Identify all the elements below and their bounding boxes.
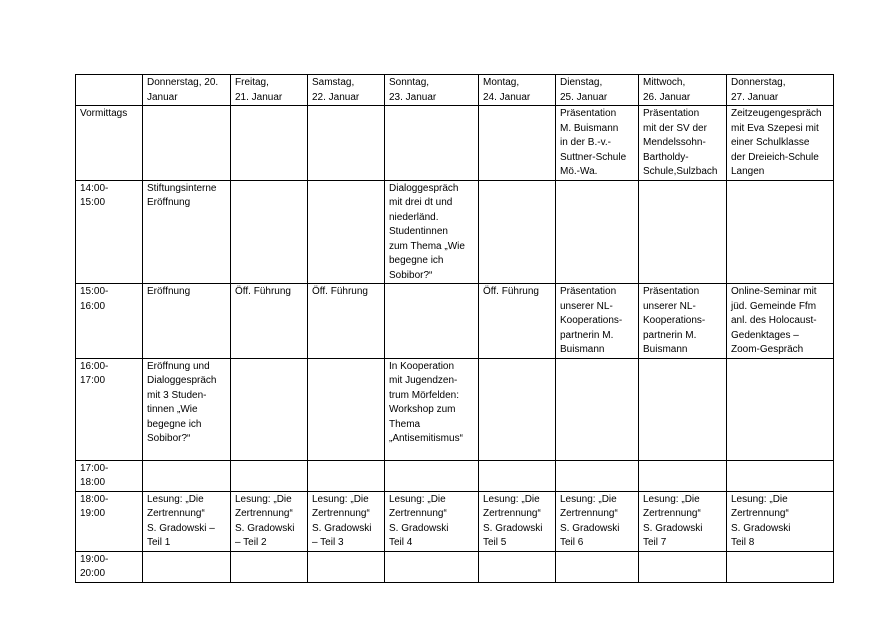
event-cell: Lesung: „Die Zertrennung“ S. Gradowski – Teil 1	[143, 491, 231, 551]
event-cell: Online-Seminar mit jüd. Gemeinde Ffm anl. des Holocaust- Gedenktages – Zoom-Gespräch	[727, 284, 834, 359]
event-cell	[727, 180, 834, 284]
event-cell	[385, 460, 479, 491]
event-cell: Lesung: „Die Zertrennung“ S. Gradowski Teil 8	[727, 491, 834, 551]
event-cell	[143, 460, 231, 491]
row-16-17	[76, 358, 834, 460]
event-cell	[639, 551, 727, 582]
event-cell	[727, 460, 834, 491]
event-cell	[639, 460, 727, 491]
event-cell: Lesung: „Die Zertrennung“ S. Gradowski Teil 4	[385, 491, 479, 551]
event-cell: In Kooperation mit Jugendzen- trum Mörfelden: Workshop zum Thema „Antisemitismus“	[385, 358, 479, 460]
event-cell	[308, 358, 385, 460]
event-cell: Präsentation M. Buismann in der B.-v.- Suttner-Schule Mö.-Wa.	[556, 106, 639, 181]
row-14-15	[76, 180, 834, 284]
time-slot-cell: 14:00- 15:00	[76, 180, 143, 284]
time-slot-cell: 17:00- 18:00	[76, 460, 143, 491]
event-cell	[308, 106, 385, 181]
time-slot-cell: 16:00- 17:00	[76, 358, 143, 460]
row-17-18	[76, 460, 834, 491]
time-slot-cell: Vormittags	[76, 106, 143, 181]
event-cell	[556, 551, 639, 582]
event-cell	[308, 460, 385, 491]
day-header-cell: Donnerstag, 20. Januar	[143, 75, 231, 106]
time-slot-cell: 19:00- 20:00	[76, 551, 143, 582]
time-slot-cell: 15:00- 16:00	[76, 284, 143, 359]
event-cell	[479, 358, 556, 460]
day-header-cell: Sonntag, 23. Januar	[385, 75, 479, 106]
row-vormittags	[76, 106, 834, 181]
time-slot-cell: 18:00- 19:00	[76, 491, 143, 551]
event-cell: Öff. Führung	[479, 284, 556, 359]
event-cell: Lesung: „Die Zertrennung“ S. Gradowski – Teil 3	[308, 491, 385, 551]
event-cell	[479, 180, 556, 284]
event-cell	[231, 358, 308, 460]
event-cell	[308, 180, 385, 284]
day-header-cell: Dienstag, 25. Januar	[556, 75, 639, 106]
event-cell	[231, 551, 308, 582]
day-header-cell: Freitag, 21. Januar	[231, 75, 308, 106]
event-cell	[385, 106, 479, 181]
row-19-20	[76, 551, 834, 582]
row-18-19	[76, 491, 834, 551]
event-cell: Lesung: „Die Zertrennung“ S. Gradowski – Teil 2	[231, 491, 308, 551]
event-cell	[727, 358, 834, 460]
header-row	[76, 75, 834, 106]
event-cell	[143, 551, 231, 582]
event-cell	[727, 551, 834, 582]
day-header-cell: Samstag, 22. Januar	[308, 75, 385, 106]
event-cell: Öff. Führung	[231, 284, 308, 359]
event-cell: Lesung: „Die Zertrennung“ S. Gradowski Teil 6	[556, 491, 639, 551]
event-cell: Eröffnung und Dialoggespräch mit 3 Studen- tinnen „Wie begegne ich Sobibor?“	[143, 358, 231, 460]
event-cell	[556, 358, 639, 460]
event-cell: Präsentation unserer NL- Kooperations- partnerin M. Buismann	[639, 284, 727, 359]
schedule-body	[76, 75, 834, 583]
event-cell	[556, 180, 639, 284]
event-cell	[231, 106, 308, 181]
event-cell	[385, 284, 479, 359]
header-corner-cell	[76, 75, 143, 106]
event-cell	[385, 551, 479, 582]
event-cell: Präsentation mit der SV der Mendelssohn- Bartholdy- Schule,Sulzbach	[639, 106, 727, 181]
day-header-cell: Donnerstag, 27. Januar	[727, 75, 834, 106]
event-cell: Lesung: „Die Zertrennung“ S. Gradowski Teil 5	[479, 491, 556, 551]
event-cell	[231, 460, 308, 491]
day-header-cell: Mittwoch, 26. Januar	[639, 75, 727, 106]
event-cell	[639, 180, 727, 284]
event-cell: Öff. Führung	[308, 284, 385, 359]
event-cell	[639, 358, 727, 460]
event-cell: Präsentation unserer NL- Kooperations- partnerin M. Buismann	[556, 284, 639, 359]
event-cell	[231, 180, 308, 284]
event-cell: Lesung: „Die Zertrennung“ S. Gradowski Teil 7	[639, 491, 727, 551]
day-header-cell: Montag, 24. Januar	[479, 75, 556, 106]
event-cell	[308, 551, 385, 582]
event-cell	[479, 460, 556, 491]
event-cell: Stiftungsinterne Eröffnung	[143, 180, 231, 284]
row-15-16	[76, 284, 834, 359]
event-cell	[143, 106, 231, 181]
event-schedule-table	[75, 74, 834, 583]
event-cell	[479, 551, 556, 582]
event-cell: Eröffnung	[143, 284, 231, 359]
event-cell: Dialoggespräch mit drei dt und niederländ. Studentinnen zum Thema „Wie begegne ich Sobibor?“	[385, 180, 479, 284]
event-cell	[556, 460, 639, 491]
event-cell	[479, 106, 556, 181]
event-cell: Zeitzeugengespräch mit Eva Szepesi mit einer Schulklasse der Dreieich-Schule Langen	[727, 106, 834, 181]
